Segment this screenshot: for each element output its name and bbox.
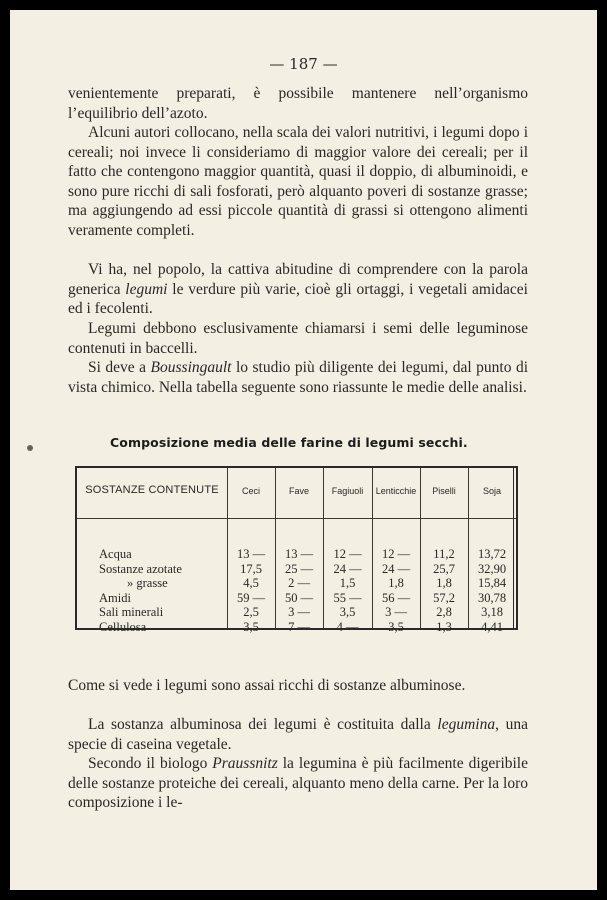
table-cell: 3,5 <box>388 620 404 634</box>
book-page <box>10 10 597 890</box>
table-cell: 1,8 <box>388 576 404 591</box>
table-cell: 3,18 <box>481 605 503 620</box>
table-cell: 2,8 <box>436 605 452 620</box>
header-soja: Soja <box>482 486 501 496</box>
table-row <box>77 591 516 607</box>
row-label: Sali minerali <box>99 605 164 620</box>
table-cell: 4,41 <box>481 620 503 634</box>
table-row <box>77 605 516 621</box>
table-cell: 13,72 <box>477 547 507 561</box>
table-cell: 24 — <box>333 561 362 576</box>
table-cell: 57,2 <box>433 590 455 605</box>
table-cell: 3,5 <box>243 620 259 634</box>
header-divider <box>77 518 516 519</box>
header-fagiuoli: Fagiuoli <box>331 486 364 496</box>
table-cell: 12 — <box>381 547 411 561</box>
table-cell: 32,90 <box>477 561 507 576</box>
row-label: » grasse <box>127 576 168 591</box>
italic-term: Boussingault <box>150 359 232 376</box>
table-cell: 4 — <box>336 620 359 634</box>
table-cell: 55 — <box>333 590 362 605</box>
table-cell: 1,8 <box>436 576 452 591</box>
table-cell: 15,84 <box>477 576 507 591</box>
table-cell: 3 — <box>288 605 310 620</box>
table-cell: 11,2 <box>433 547 455 561</box>
header-ceci: Ceci <box>241 486 260 496</box>
paragraph: Si deve a Boussingault lo studio più diligente dei legumi, dal punto di vista chimico. Nella tabella seguente sono riassunte le medie delle analisi. <box>68 359 528 396</box>
italic-term: legumi <box>125 280 168 298</box>
table-cell: 25,7 <box>433 561 455 576</box>
ink-dot <box>27 445 33 451</box>
table-cell: 13 — <box>236 547 266 561</box>
page-number: — 187 — <box>269 55 338 73</box>
paragraph: Secondo il biologo Praussnitz la legumina è più facilmente digeribile delle sostanze proteiche dei cereali, alquanto meno della carne. Per la loro composizione i le- <box>68 755 528 812</box>
table-cell: 3 — <box>385 605 407 620</box>
table-cell: 1,5 <box>339 576 356 591</box>
paragraph: La sostanza albuminosa dei legumi è costituita dalla legumina, una specie di caseina vegetale. <box>68 716 528 753</box>
table-row <box>77 620 516 636</box>
table-cell: 7 — <box>288 620 310 634</box>
table-row <box>77 562 516 578</box>
row-label: Cellulosa <box>99 620 147 634</box>
row-label: Sostanze azotate <box>99 561 182 576</box>
header-fave: Fave <box>288 486 309 496</box>
table-cell: 4,5 <box>243 576 259 591</box>
paragraph: venientemente preparati, è possibile mantenere nell’organismo l’equilibrio dell’azoto. <box>68 85 528 122</box>
row-label: Amidi <box>99 590 131 605</box>
table-row <box>77 547 516 563</box>
table-cell: 17,5 <box>240 561 262 576</box>
table-cell: 56 — <box>381 590 411 605</box>
paragraph: Legumi debbono esclusivamente chiamarsi i semi delle leguminose contenuti in baccelli. <box>68 320 528 357</box>
table-cell: 3,5 <box>339 605 356 620</box>
table-cell: 50 — <box>284 590 314 605</box>
table-cell: 12 — <box>333 547 362 561</box>
table-row <box>77 576 516 592</box>
table-cell: 24 — <box>381 561 411 576</box>
table-cell: 1,3 <box>436 620 452 634</box>
italic-term: Praussnitz <box>212 755 278 772</box>
paragraph: Come si vede i legumi sono assai ricchi di sostanze albuminose. <box>68 677 466 694</box>
table-cell: 2 — <box>288 576 310 591</box>
table-cell: 59 — <box>236 590 266 605</box>
table-cell: 25 — <box>284 561 314 576</box>
paragraph: Alcuni autori collocano, nella scala dei valori nutritivi, i legumi dopo i cereali; noi invece li consideriamo di maggior valore dei cereali; per il fatto che contengono maggior quantità, quasi il doppio, di albuminoidi, e sono pure ricchi di sali fosforati, però alquanto poveri di sostanze grasse; ma aggiungendo ad essi piccole quantità di grassi si ottengono alimenti veramente completi. <box>68 124 528 239</box>
composition-table <box>75 466 518 634</box>
table-cell: 13 — <box>284 547 314 561</box>
header-lenticchie: Lenticchie <box>375 486 417 496</box>
header-substances: SOSTANZE CONTENUTE <box>85 484 219 496</box>
italic-term: legumina <box>437 716 496 733</box>
table-caption: Composizione media delle farine di legumi secchi. <box>110 435 468 450</box>
paragraph: Vi ha, nel popolo, la cattiva abitudine di comprendere con la parola generica legumi le verdure più varie, cioè gli ortaggi, i vegetali amidacei ed i fecolenti. <box>68 261 528 318</box>
row-label: Acqua <box>99 547 132 561</box>
table-cell: 2,5 <box>243 605 259 620</box>
table-cell: 30,78 <box>477 590 507 605</box>
header-piselli: Piselli <box>432 486 456 496</box>
